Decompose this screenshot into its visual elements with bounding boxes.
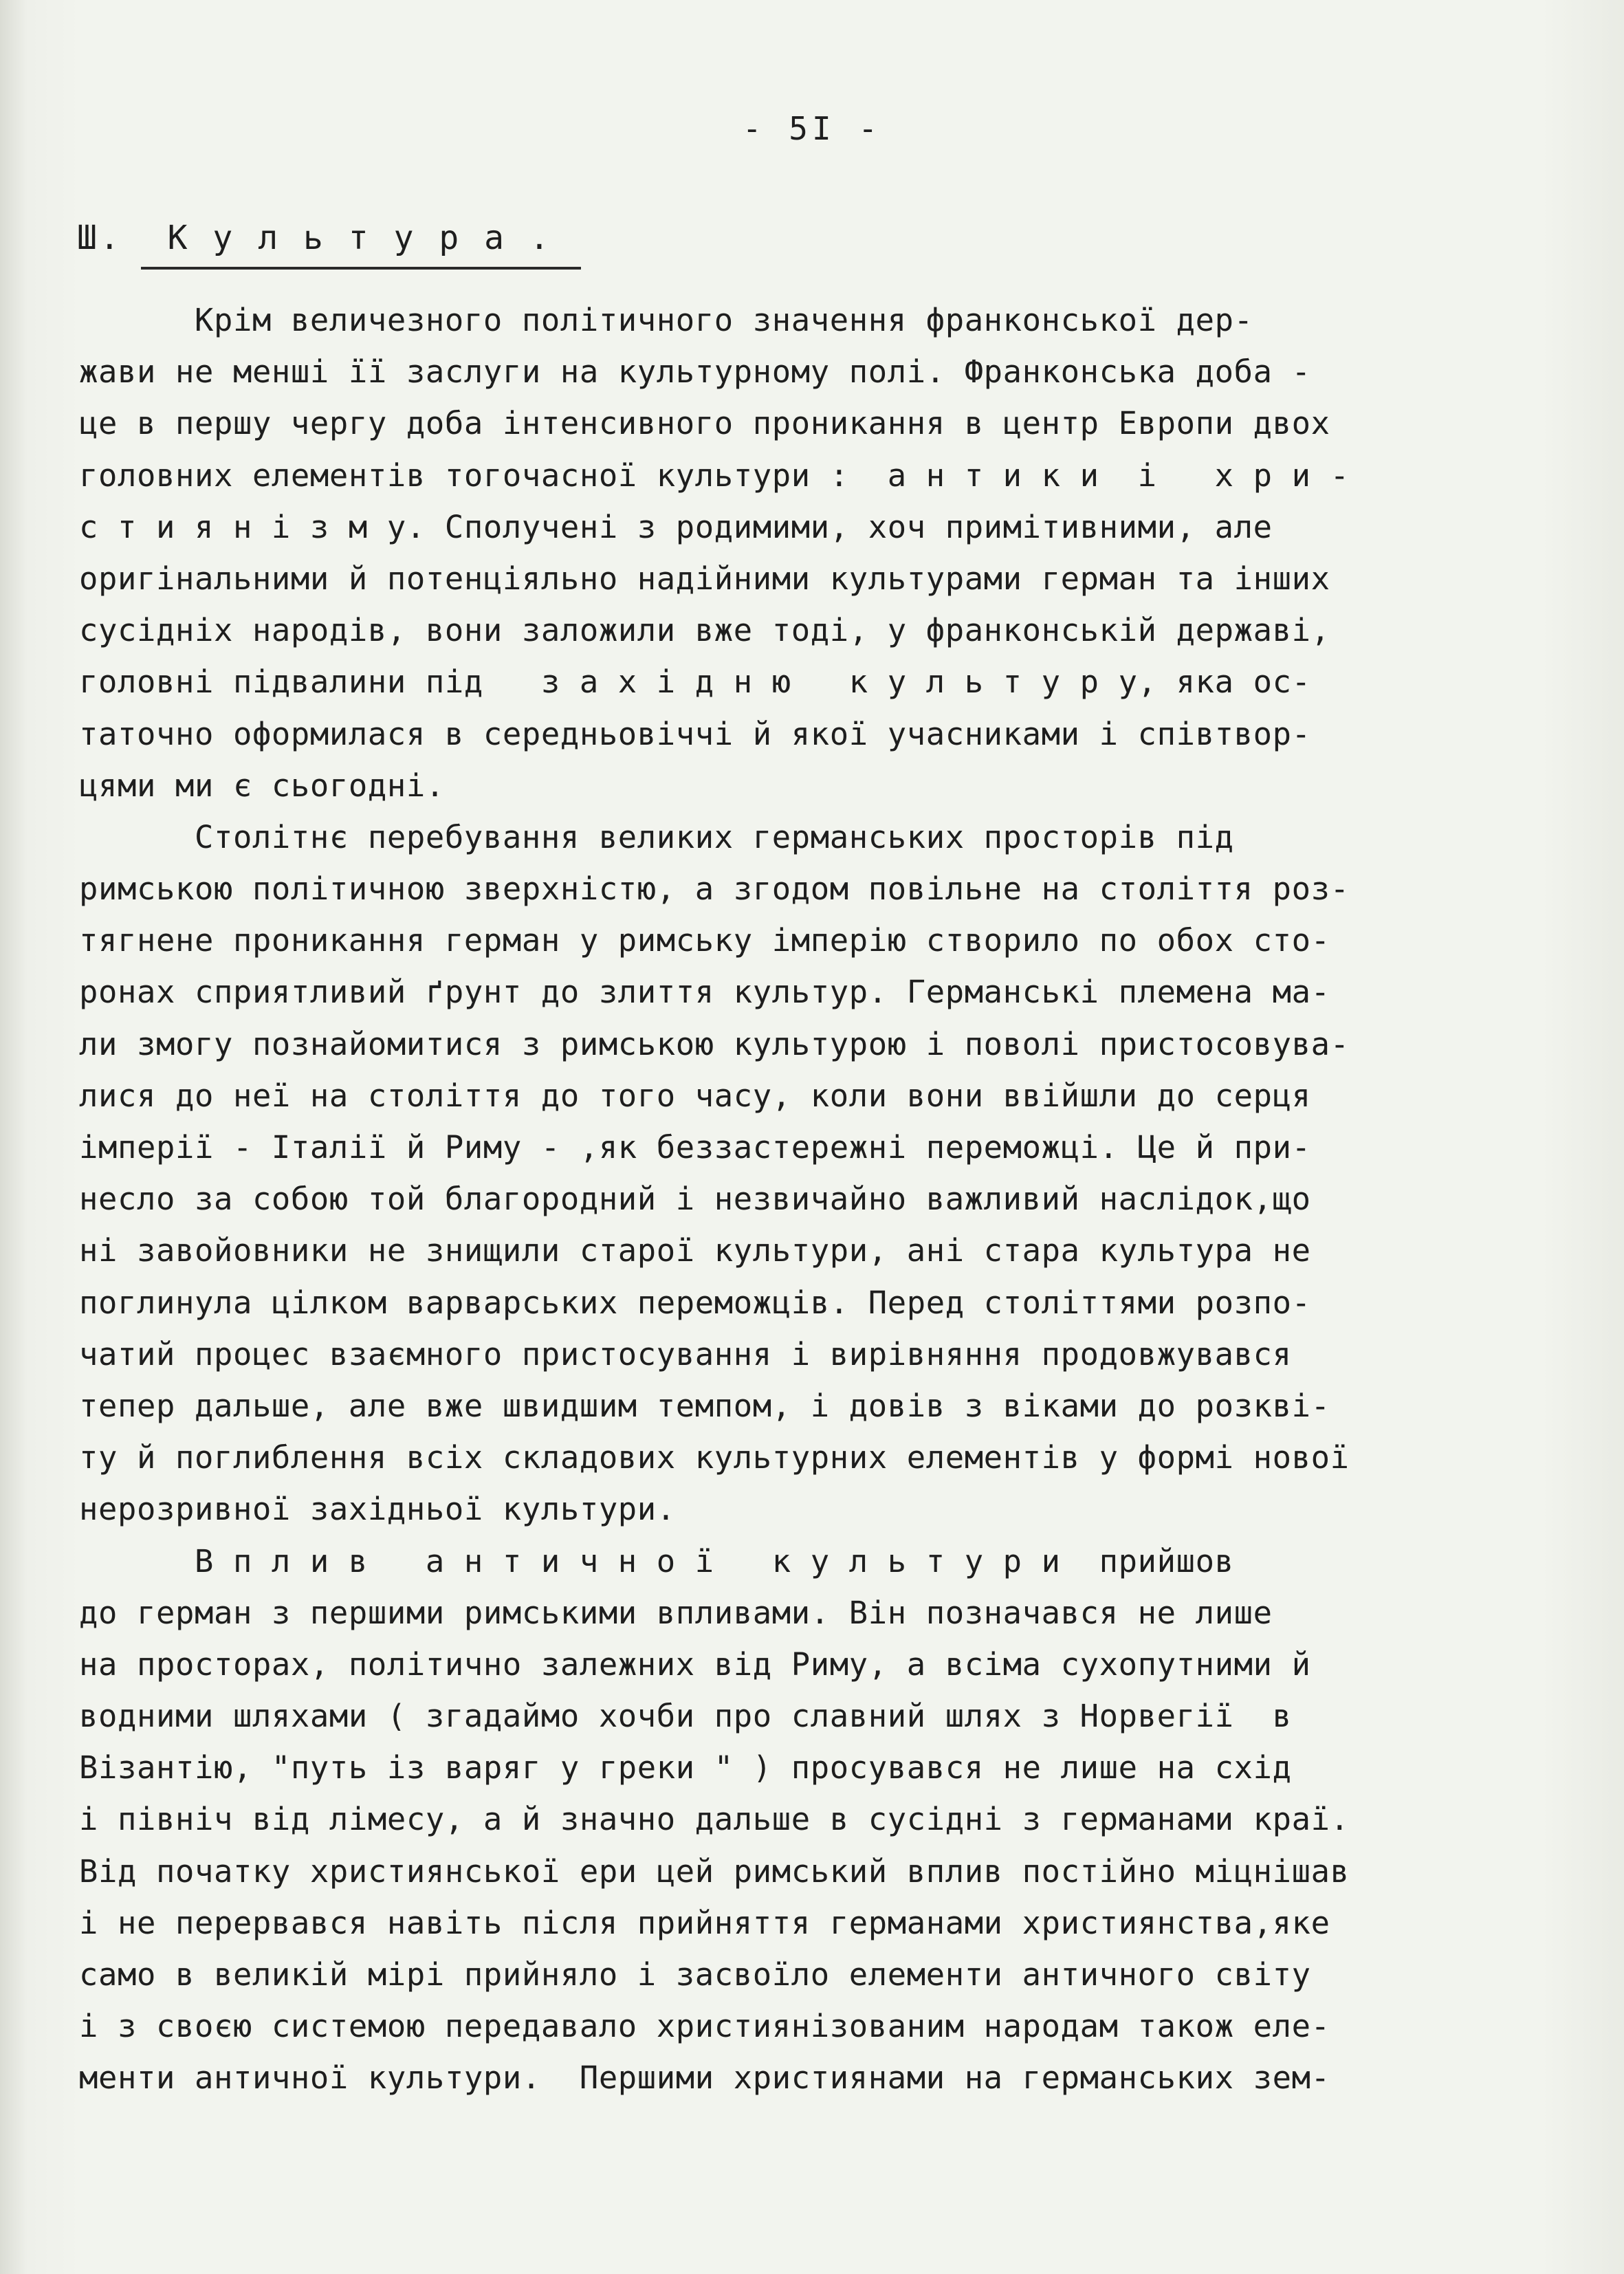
text-line: оригінальними й потенціяльно надійними культурами герман та інших (79, 560, 1330, 597)
text-line: тягнене проникання герман у римську імперію створило по обох сто- (79, 922, 1330, 959)
text-line: головних елементів тогочасної культури : а н т и к и і х р и - (79, 457, 1350, 494)
section-heading: Ш. К у л ь т у р а . (77, 219, 552, 257)
body-text (79, 294, 1557, 2104)
text-line: Столітнє перебування великих германських просторів під (79, 818, 1234, 855)
text-line: сусідніх народів, вони заложили вже тоді, у франконській державі, (79, 612, 1330, 649)
text-line: Візантію, "путь із варяг у греки " ) просувався не лише на схід (79, 1749, 1292, 1786)
text-line: римською політичною зверхністю, а згодом повільне на століття роз- (79, 871, 1350, 908)
text-line: с т и я н і з м у. Сполучені з родимими, хоч примітивними, але (79, 508, 1273, 545)
text-line: головні підвалини під з а х і д н ю к у л ь т у р у, яка ос- (79, 664, 1311, 701)
text-line: Крім величезного політичного значення франконської дер- (79, 302, 1253, 338)
text-line: ні завойовники не знищили старої культури, ані стара культура не (79, 1232, 1311, 1269)
text-line: і з своєю системою передавало християнізованим народам також еле- (79, 2008, 1330, 2045)
text-line: жави не менші її заслуги на культурному полі. Франконська доба - (79, 353, 1311, 391)
text-line: таточно оформилася в середньовіччі й якої учасниками і співтвор- (79, 715, 1311, 752)
text-line: тепер дальше, але вже швидшим темпом, і довів з віками до розкві- (79, 1387, 1330, 1424)
text-line: ту й поглиблення всіх складових культурних елементів у формі нової (79, 1439, 1350, 1476)
text-line: це в першу чергу доба інтенсивного проникання в центр Европи двох (79, 405, 1330, 442)
text-line: ли змогу познайомитися з римською культурою і поволі пристосовува- (79, 1025, 1350, 1062)
text-line: і не перервався навіть після прийняття германами християнства,яке (79, 1904, 1330, 1941)
text-line: поглинула цілком варварських переможців. Перед століттями розпо- (79, 1284, 1311, 1321)
text-line: ронах сприятливий ґрунт до злиття культур. Германські племена ма- (79, 974, 1330, 1011)
text-line: менти античної культури. Першими християнами на германських зем- (79, 2059, 1330, 2097)
text-line: В п л и в а н т и ч н о ї к у л ь т у р и прийшов (79, 1542, 1234, 1579)
text-line: цями ми є сьогодні. (79, 767, 445, 804)
text-line: само в великій мірі прийняло і засвоїло елементи античного світу (79, 1956, 1311, 1993)
text-line: імперії - Італії й Риму - ,як беззастережні переможці. Це й при- (79, 1129, 1311, 1166)
text-line: на просторах, політично залежних від Риму, а всіма сухопутними й (79, 1646, 1311, 1683)
text-line: Від початку християнської ери цей римський вплив постійно міцнішав (79, 1852, 1350, 1890)
text-line: до герман з першими римськими впливами. Він позначався не лише (79, 1594, 1273, 1631)
text-line: несло за собою той благородний і незвичайно важливий наслідок,що (79, 1181, 1311, 1218)
text-line: лися до неї на століття до того часу, коли вони ввійшли до серця (79, 1077, 1311, 1114)
heading-underline (141, 267, 581, 270)
page-number: - 5I - (742, 110, 882, 147)
text-line: чатий процес взаємного пристосування і вирівняння продовжувався (79, 1335, 1292, 1373)
text-line: нерозривної західньої культури. (79, 1491, 676, 1528)
text-line: водними шляхами ( згадаймо хочби про славний шлях з Норвегії в (79, 1698, 1292, 1735)
text-line: і північ від лімесу, а й значно дальше в сусідні з германами краї. (79, 1801, 1350, 1838)
